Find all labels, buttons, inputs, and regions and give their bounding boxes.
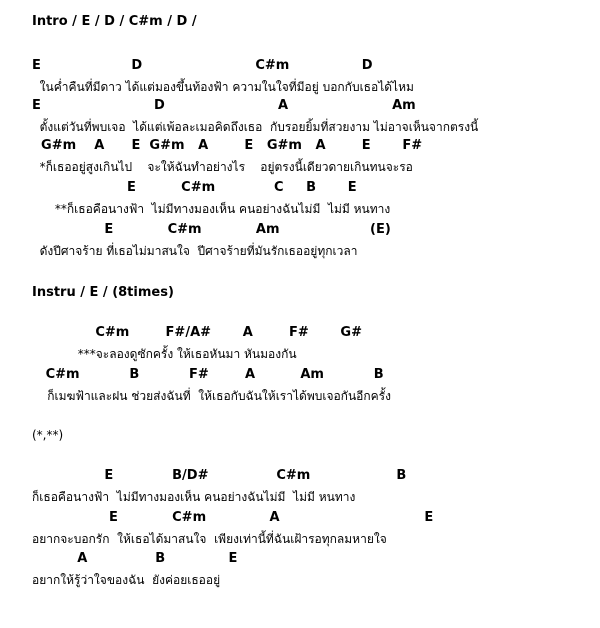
- verse-2-chords: E D A Am: [32, 98, 416, 113]
- verse-3-chords: G#m A E G#m A E G#m A E F#: [32, 138, 423, 153]
- bridge-2-chords: C#m B F# A Am B: [32, 367, 384, 382]
- verse-2-lyrics: ตั้งแต่วันที่พบเจอ ได้แต่เพ้อละเมอคิดถึงเธอ กับรอยยิ้มที่สวยงาม ไม่อาจเห็นจากตรงนี้: [32, 120, 479, 134]
- ending-2-chords: E C#m A E: [32, 510, 434, 525]
- intro-line: Intro / E / D / C#m / D /: [32, 14, 197, 29]
- verse-5-chords: E C#m Am (E): [32, 222, 391, 237]
- verse-4-lyrics: **ก็เธอคือนางฟ้า ไม่มีทางมองเห็น คนอย่างฉันไม่มี ไม่มี หนทาง: [32, 202, 391, 216]
- verse-5-lyrics: ดังปีศาจร้าย ที่เธอไม่มาสนใจ ปีศาจร้ายที่มันรักเธออยู่ทุกเวลา: [32, 244, 358, 258]
- repeat-marker: (*,**): [32, 428, 64, 442]
- bridge-1-chords: C#m F#/A# A F# G#: [32, 325, 362, 340]
- verse-3-lyrics: *ก็เธออยู่สูงเกินไป จะให้ฉันทำอย่างไร อยู่ตรงนี้เดียวดายเกินทนจะรอ: [32, 160, 413, 174]
- instru-line: Instru / E / (8times): [32, 285, 174, 300]
- verse-4-chords: E C#m C B E: [32, 180, 357, 195]
- ending-2-lyrics: อยากจะบอกรัก ให้เธอได้มาสนใจ เพียงเท่านี้ที่ฉันเฝ้ารอทุกลมหายใจ: [32, 532, 387, 546]
- ending-1-lyrics: ก็เธอคือนางฟ้า ไม่มีทางมองเห็น คนอย่างฉันไม่มี ไม่มี หนทาง: [32, 490, 356, 504]
- ending-1-chords: E B/D# C#m B: [32, 468, 407, 483]
- bridge-2-lyrics: ก็เมฆฟ้าและฝน ช่วยส่งฉันที่ ให้เธอกับฉันให้เราได้พบเจอกันอีกครั้ง: [32, 389, 391, 403]
- ending-3-lyrics: อยากให้รู้ว่าใจของฉัน ยังค่อยเธออยู่: [32, 573, 221, 587]
- ending-3-chords: A B E: [32, 551, 238, 566]
- verse-1-chords: E D C#m D: [32, 58, 373, 73]
- bridge-1-lyrics: ***จะลองดูซักครั้ง ให้เธอหันมา หันมองกัน: [32, 347, 297, 361]
- verse-1-lyrics: ในค่ำคืนที่มีดาว ได้แต่มองขึ้นท้องฟ้า ความในใจที่มีอยู่ บอกกับเธอได้ไหม: [32, 80, 414, 94]
